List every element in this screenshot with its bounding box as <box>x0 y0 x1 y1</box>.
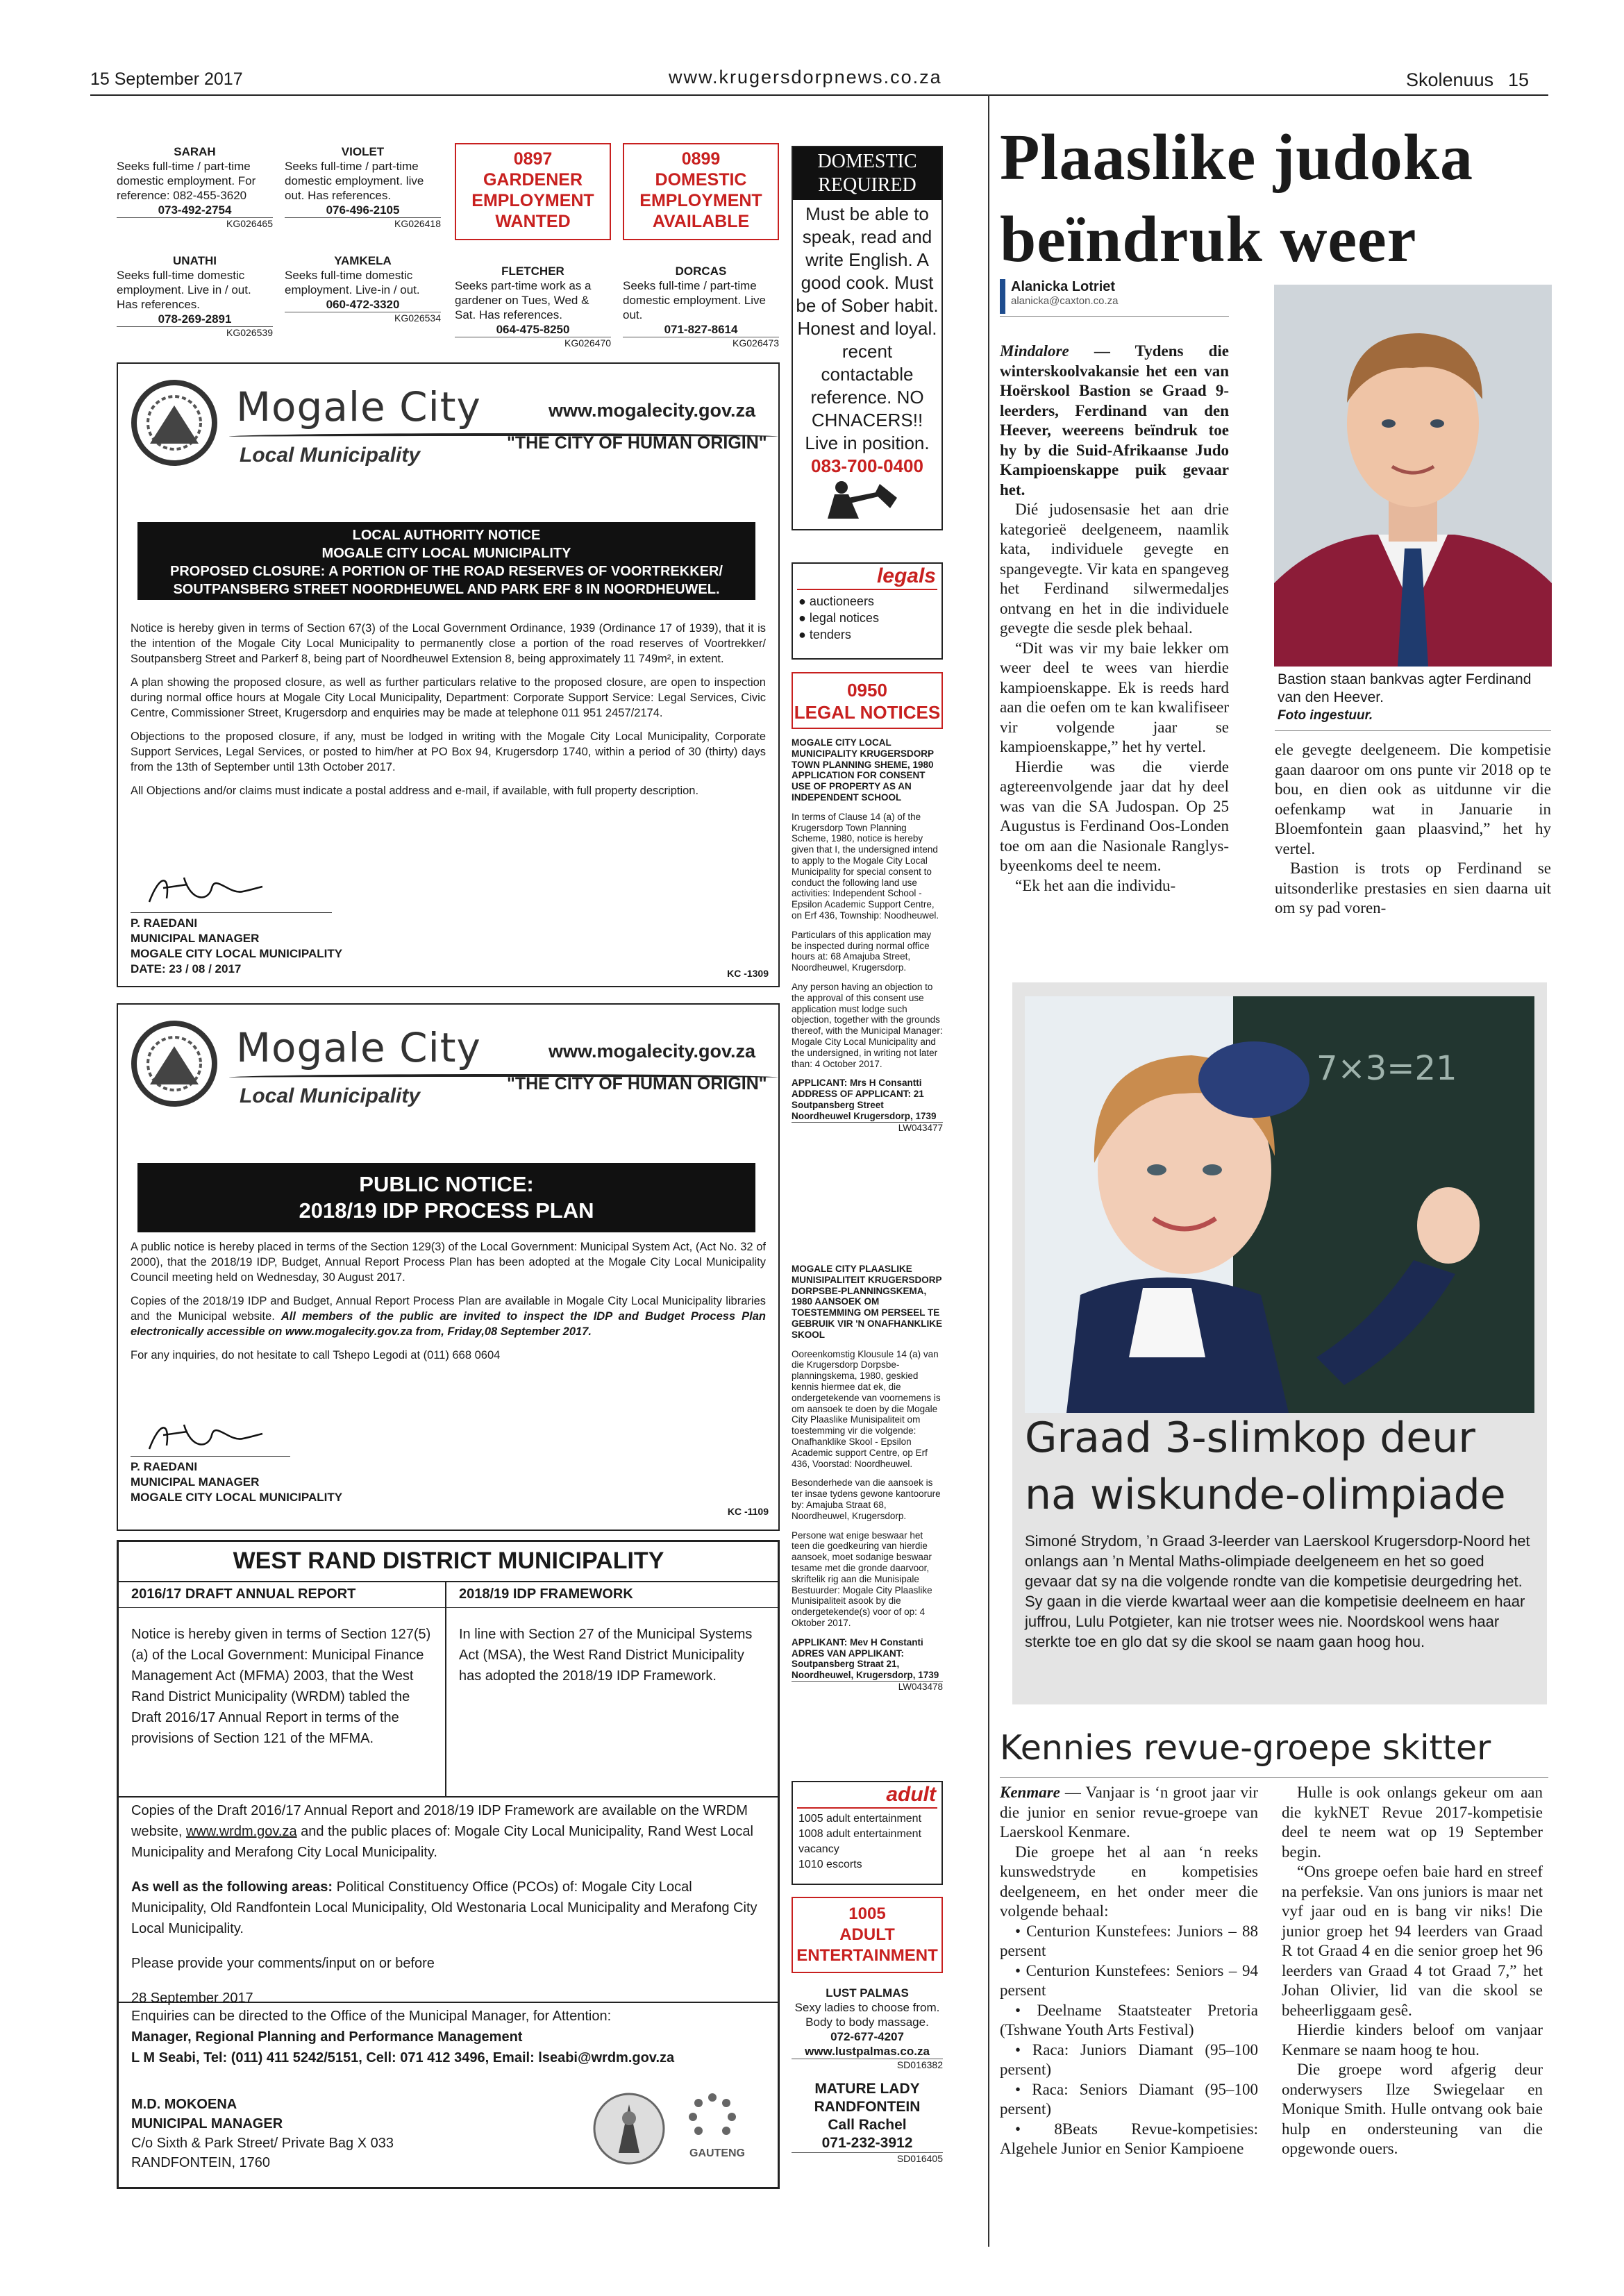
notice-title-line: PROPOSED CLOSURE: A PORTION OF THE ROAD RESERVES OF VOORTREKKER/ <box>169 564 723 579</box>
issue-date: 15 September 2017 <box>90 69 243 89</box>
signatory-city: RANDFONTEIN, 1760 <box>131 2155 271 2170</box>
wrdm-contact-details: L M Seabi, Tel: (011) 411 5242/5151, Cell: 071 412 3496, Email: lseabi@wrdm.gov.za <box>131 2050 675 2065</box>
article1-headline <box>1000 117 1541 280</box>
gauteng-logo-icon <box>678 2090 747 2146</box>
legal-applicant: APPLICANT: Mrs H Consantti ADDRESS OF APPLICANT: 21 Soutpansberg Street Noordheuwel Krugersdorp, 1739 <box>792 1078 937 1121</box>
photo-caption <box>1278 671 1548 725</box>
wrdm-body <box>131 1800 767 2009</box>
ad-ref: KG026534 <box>285 312 441 324</box>
signature <box>146 867 264 909</box>
article-bullet: • Centurion Kunstefees: Seniors – 94 persent <box>1000 1961 1258 1999</box>
category-title: legals <box>876 564 936 587</box>
category-domestic-employment <box>623 143 779 240</box>
category-items <box>793 1809 941 1875</box>
wrdm-text: Copies of the Draft 2016/17 Annual Report and 2018/19 IDP Framework are available on the WRDM website, <box>131 1803 748 1839</box>
signatory-title: MUNICIPAL MANAGER <box>131 2116 283 2131</box>
notice-paragraph <box>131 1293 766 1339</box>
legal-paragraph: Particulars of this application may be inspected during normal office hours at: 68 Amajuba Street, Noordheuwel, Krugersdorp. <box>792 929 932 973</box>
article-paragraph: Hierdie was die vierde agtereenvolgende jaar dat hy deel was van die SA Judospan. Op 25 Augustus is Ferdinand Oos-Londen toe om aan die Nasionale Ranglys-byeenkoms deel te neem. <box>1000 757 1229 874</box>
notice-title-line: SOUTPANSBERG STREET NOORDHEUWEL AND PARK ERF 8 IN NOORDHEUWEL. <box>173 582 720 597</box>
ad-name: LUST PALMAS <box>826 1986 909 2000</box>
wrdm-col2-heading: 2018/19 IDP FRAMEWORK <box>459 1586 633 1602</box>
section-name: Skolenuus <box>1406 69 1494 90</box>
notice-paragraph: A public notice is hereby placed in terms of the Section 129(3) of the Local Government: Municipal System Act, (Act No. 32 of 2000), that the 2018/19 IDP, Budget, Annual Report Process Plan has been adopted at the Mogale City Local Municipality Council meeting held on Wednesday, 30 August 2017. <box>131 1241 766 1284</box>
legal-notice-english <box>792 737 943 1133</box>
category-line: EMPLOYMENT <box>471 191 594 210</box>
article3-col1 <box>1000 1783 1258 2159</box>
article1-col2 <box>1275 740 1551 919</box>
legal-paragraph: Any person having an objection to the approval of this consent use application must lodge such objection, together with the grounds thereof, with the Municipal Manager: Mogale City Local Municipality and the undersigned, in writing not later than: 4 October 2017. <box>792 981 943 1069</box>
article-paragraph: “Ek het aan die individu- <box>1015 876 1176 894</box>
category-item[interactable]: 1010 escorts <box>798 1859 862 1870</box>
classified-domestic-required <box>792 146 943 530</box>
legal-title: MOGALE CITY LOCAL MUNICIPALITY KRUGERSDORP TOWN PLANNING SHEME, 1980 APPLICATION FOR CONSENT USE OF PROPERTY AS AN INDEPENDENT SCHOOL <box>792 737 934 803</box>
byline-email[interactable]: alanicka@caxton.co.za <box>1011 295 1119 307</box>
article2-panel <box>1012 982 1547 1704</box>
ad-name: YAMKELA <box>334 254 392 267</box>
wrdm-text: Political Constituency Office (PCOs) of: Mogale City Local Municipality, Old Randfontein Local Municipality, Old Westonaria Local Municipality and Merafong City Local Municipality. <box>131 1879 757 1936</box>
wrdm-contact-title: Manager, Regional Planning and Performance Management <box>131 2029 523 2045</box>
ad-phone: 064-475-8250 <box>496 323 570 336</box>
lead-place: Mindalore <box>1000 342 1069 360</box>
ad-name: DORCAS <box>675 265 727 278</box>
category-line: EMPLOYMENT <box>639 191 762 210</box>
category-legal-notices <box>792 672 943 729</box>
notice-paragraph: All Objections and/or claims must indicate a postal address and e-mail, if available, with full property description. <box>131 785 699 797</box>
wrdm-col1-text: Notice is hereby given in terms of Section 127(5)(a) of the Local Government: Municipal Finance Management Act (MFMA) 2003, that the West Rand District Municipality (WRDM) tabled the Draft 2016/17 Annual Report in terms of the provisions of Section 121 of the MFMA. <box>131 1627 431 1746</box>
wrdm-enquiries <box>131 2006 777 2068</box>
signature <box>146 1414 264 1456</box>
caption-text: Bastion staan bankvas agter Ferdinand van den Heever. <box>1278 671 1532 705</box>
notice-signatory <box>131 916 342 977</box>
classified-lust-palmas <box>792 1986 943 2071</box>
wrdm-paragraph: Please provide your comments/input on or before <box>131 1956 435 1971</box>
headline-line: beïndruk weer <box>1000 203 1417 276</box>
ad-name: VIOLET <box>341 145 385 158</box>
legal-paragraph: In terms of Clause 14 (a) of the Krugersdorp Town Planning Scheme, 1980, notice is hereby given that I, the undersigned intend to apply to the Mogale City Local Municipality for special consent to conduct the following land use activities: Independent School - Epsilon Academic Support Centre, on Erf 436, Township: Noodheuwel. <box>792 811 939 921</box>
municipality-motto: "THE CITY OF HUMAN ORIGIN" <box>507 1074 767 1093</box>
byline-bar <box>1000 279 1005 314</box>
ad-ref: KG026418 <box>285 217 441 230</box>
gauteng-label: GAUTENG <box>689 2147 745 2159</box>
item-label: auctioneers <box>809 594 874 608</box>
ad-text: Seeks full-time / part-time domestic employment. Live out. <box>623 279 766 321</box>
classified-yamkela <box>285 253 441 324</box>
signatory-name: P. RAEDANI <box>131 1460 198 1473</box>
category-code: 0899 <box>681 149 721 169</box>
ad-phone: 071-232-3912 <box>821 2135 913 2151</box>
legal-ref: LW043478 <box>792 1681 943 1693</box>
category-code: 0950 <box>847 680 887 701</box>
ad-ref: KG026539 <box>117 326 273 339</box>
lead-place: Kenmare <box>1000 1784 1060 1801</box>
ad-website[interactable]: www.lustpalmas.co.za <box>805 2045 930 2058</box>
article-paragraph: Hulle is ook onlangs gekeur om aan die kykNET Revue 2017-kompetisie deel te neem wat op 19 September begin. <box>1282 1784 1543 1861</box>
article1-col1 <box>1000 342 1229 896</box>
category-title: adult <box>886 1783 936 1806</box>
notice-title-line: LOCAL AUTHORITY NOTICE <box>352 528 541 543</box>
municipality-website[interactable]: www.mogalecity.gov.za <box>549 400 756 421</box>
legal-notice-afrikaans <box>792 1264 943 1693</box>
notice-paragraph: A plan showing the proposed closure, as well as further particulars relative to the proposed closure, are open to inspection during normal office hours at Mogale City Local Municipality, Department: Corporate Support Service: Legal Services, Civic Centre, Commissioner Street, Krugersdorp and enquiries may be made at telephone 011 951 2457/2174. <box>131 676 766 719</box>
mogale-city-logo-icon <box>129 378 219 468</box>
lead-text: — Tydens die winterskoolvakansie het een van Hoërskool Bastion se Graad 9-leerders, Ferdinand van den Heever, weereens beïndruk toe hy by die Suid-Afrikaanse Judo Kampioenskappe puik gevaar het. <box>1000 342 1229 498</box>
wrdm-title: WEST RAND DISTRICT MUNICIPALITY <box>233 1548 664 1574</box>
ad-line: Call Rachel <box>828 2117 907 2133</box>
wrdm-emphasis: As well as the following areas: <box>131 1879 333 1895</box>
article-bullet: • 8Beats Revue-kompetisies: Algehele Junior en Senior Kampioene <box>1000 2120 1258 2157</box>
article-paragraph: “Dit was vir my baie lekker om weer deel te wees van hierdie kampioenskappe. Ek is reeds hard aan die oefen om te kan kwalifiseer vir volgende jaar se kampioenskappe,” het hy vertel. <box>1000 639 1229 755</box>
category-code: 1005 <box>848 1904 886 1923</box>
signatory-title: MUNICIPAL MANAGER <box>131 932 260 945</box>
logo-banner <box>118 364 778 496</box>
ad-ref: SD016405 <box>792 2152 943 2165</box>
ad-line: MATURE LADY <box>814 2081 920 2097</box>
notice-wrdm <box>117 1540 780 2189</box>
ad-ref: KG026473 <box>623 337 779 349</box>
wrdm-text: Enquiries can be directed to the Office of the Municipal Manager, for Attention: <box>131 2009 612 2024</box>
article-paragraph: Dié judosensasie het aan drie kategorieë deelgeneem, naamlik kata, individuele gevegte en spangevegte. Vir kata en spangeveg het Ferdinand silwermedaljes ontvang en het in die individuele gevegte die sesde plek behaal. <box>1000 501 1229 637</box>
article3-headline: Kennies revue-groepe skitter <box>1000 1728 1491 1768</box>
student-portrait-icon <box>1274 285 1552 667</box>
classified-unathi <box>117 253 273 339</box>
ad-text: Seeks full-time domestic employment. Live-in / out. <box>285 269 420 296</box>
municipality-website[interactable]: www.mogalecity.gov.za <box>549 1041 756 1062</box>
article-paragraph: Die groepe word afgerig deur onderwysers Ilze Swiegelaar en Monique Smith. Hulle ontvang ook baie hulp en ondersteuning van die opgewonde ouers. <box>1282 2061 1543 2157</box>
logo-banner <box>118 1005 778 1137</box>
ferdinand-photo <box>1274 285 1552 667</box>
category-line: ENTERTAINMENT <box>796 1946 938 1965</box>
headline-line: na wiskunde-olimpiade <box>1025 1470 1506 1519</box>
site-url[interactable]: www.krugersdorpnews.co.za <box>669 67 942 87</box>
byline <box>1011 279 1219 307</box>
notice-paragraph: Objections to the proposed closure, if any, must be lodged in writing with the Mogale City Local Municipality, Corporate Support Services, Legal Services, or posted to him/her at PO Box 94, Krugersdorp 1740, within a period of 30 (thirty) days from the 13th of September until 13th October 2017. <box>131 730 766 773</box>
legal-applicant: APPLIKANT: Mev H Constanti ADRES VAN APPLIKANT: Soutpansberg Straat 21, Noordheuwel, Krugersdorp, 1739 <box>792 1636 939 1681</box>
legal-paragraph: Besonderhede van die aansoek is ter insae tydens gewone kantoorure by: Amajuba Straat 68, Noordheuwel, Krugersdorp. <box>792 1477 941 1521</box>
category-item[interactable]: ● auctioneers <box>798 594 874 608</box>
ad-text: Seeks full-time domestic employment. Live in / out. Has references. <box>117 269 251 311</box>
byline-author: Alanicka Lotriet <box>1011 279 1116 294</box>
category-gardener-employment <box>455 143 611 240</box>
category-line: DOMESTIC <box>655 170 747 190</box>
lead-text: — Vanjaar is ‘n groot jaar vir die junior en senior revue-groepe van Laerskool Kenmare. <box>1000 1784 1258 1841</box>
chalk-writing: 7×3=21 <box>1316 1049 1457 1088</box>
student-at-chalkboard-icon <box>1025 996 1534 1413</box>
category-line: WANTED <box>495 212 571 231</box>
page-number: 15 <box>1508 69 1530 90</box>
legal-paragraph: Persone wat enige beswaar het teen die goedkeuring van hierdie aansoek, moet sodanige beswaar tesame met die gronde daarvoor, skriftelik rig aan die Munisipale Bestuurder: Mogale City Plaaslike Munisipaliteit asook by die ondergetekende(s) voor of op: 4 Oktober 2017. <box>792 1530 932 1628</box>
ad-ref: KG026465 <box>117 217 273 230</box>
article2-headline <box>1025 1409 1539 1523</box>
notice-body <box>131 1239 766 1371</box>
headline-line: Graad 3-slimkop deur <box>1025 1414 1475 1462</box>
legal-title: MOGALE CITY PLAASLIKE MUNISIPALITEIT KRUGERSDORP DORPSBE-PLANNINGSKEMA, 1980 AANSOEK OM TOESTEMMING OM PERSEEL TE GEBRUIK VIR 'N ONAFHANKLIKE SKOOL <box>792 1264 942 1340</box>
item-label: legal notices <box>809 611 879 625</box>
legal-ref: LW043477 <box>792 1122 943 1134</box>
category-adult <box>792 1781 943 1885</box>
classified-mature-lady <box>792 2080 943 2165</box>
logo-subtitle: Local Municipality <box>240 1084 421 1107</box>
ad-text: Must be able to speak, read and write English. A good cook. Must be of Sober habit. Honest and loyal. recent contactable reference. NO CHNACERS!! Live in position. <box>796 203 939 453</box>
wrdm-paragraph <box>131 1877 767 1939</box>
simone-photo <box>1025 996 1534 1413</box>
category-legals <box>792 562 943 660</box>
ad-line: RANDFONTEIN <box>814 2099 921 2115</box>
category-item[interactable]: ● legal notices <box>798 611 879 625</box>
ad-ref: SD016382 <box>792 2059 943 2071</box>
category-item[interactable]: 1005 adult entertainment <box>798 1813 922 1825</box>
notice-ref: KC -1109 <box>727 1506 769 1517</box>
ad-phone: 076-496-2105 <box>326 203 400 217</box>
ad-title-line: REQUIRED <box>818 174 916 196</box>
ad-phone: 073-492-2754 <box>158 203 232 217</box>
column-divider <box>988 94 989 2247</box>
category-code: 0897 <box>513 149 553 169</box>
notice-paragraph: For any inquiries, do not hesitate to call Tshepo Legodi at (011) 668 0604 <box>131 1349 501 1361</box>
signatory-org: MOGALE CITY LOCAL MUNICIPALITY <box>131 1491 343 1504</box>
notice-title-line: 2018/19 IDP PROCESS PLAN <box>299 1198 594 1223</box>
notice-emphasis: All members of the public are invited to inspect the IDP and Budget Process Plan electronically accessible on www.mogalecity.gov.za from, Friday,08 September 2017. <box>131 1310 767 1338</box>
ad-text: Seeks part-time work as a gardener on Tues, Wed & Sat. Has references. <box>455 279 592 321</box>
article3-col2 <box>1282 1783 1543 2159</box>
category-line: GARDENER <box>483 170 583 190</box>
article-paragraph: Bastion is trots op Ferdinand se uitsonderlike prestasies en sien daarna uit om sy pad voren- <box>1275 860 1551 916</box>
ad-phone: 078-269-2891 <box>158 312 232 326</box>
logo-subtitle: Local Municipality <box>240 444 421 467</box>
signatory-name: M.D. MOKOENA <box>131 2097 237 2112</box>
ad-ref: KG026470 <box>455 337 611 349</box>
wrdm-deadline: 28 September 2017 <box>131 1991 253 2006</box>
ad-phone: 083-700-0400 <box>811 455 923 476</box>
article2-body: Simoné Strydom, ’n Graad 3-leerder van Laerskool Krugersdorp-Noord het onlangs aan ’n Mental Maths-olimpiade deelgeneem en het so goed gevaar dat sy na die volgende rondte van die kompetisie deurgedring het. Sy gaan in die vierde kwartaal weer aan die kompetisie deelneem en haar juffrou, Lulu Potgieter, kan nie trotser wees nie. Noordskool wens haar sterkte toe en glo dat sy die skool se naam gaan hoog hou. <box>1025 1532 1530 1650</box>
mogale-city-logo-icon <box>129 1019 219 1109</box>
category-item[interactable]: 1008 adult entertainment vacancy <box>798 1828 922 1855</box>
item-label: tenders <box>809 628 851 642</box>
article-bullet: • Raca: Seniors Diamant (95–100 persent) <box>1000 2080 1258 2118</box>
ad-text: Seeks full-time / part-time domestic employment. live out. Has references. <box>285 160 424 202</box>
notice-road-closure <box>117 362 780 987</box>
signatory-name: P. RAEDANI <box>131 916 198 930</box>
header-rule <box>90 94 1548 96</box>
article-lead <box>1000 342 1229 500</box>
ad-name: SARAH <box>174 145 216 158</box>
notice-title-box <box>137 522 755 600</box>
signatory-org: MOGALE CITY LOCAL MUNICIPALITY <box>131 947 343 960</box>
notice-signatory <box>131 1459 342 1505</box>
ad-title <box>793 147 941 200</box>
logo-wordmark: Mogale City <box>236 1024 481 1071</box>
wrdm-emblem-icon <box>591 2090 667 2167</box>
notice-paragraph: Notice is hereby given in terms of Section 67(3) of the Local Government Ordinance, 1939 (Ordinance 17 of 1939), that it is the intention of the Mogale City Local Municipality to permanently close a portion of the road reserves of Voortrekker/ Soutpansberg Street and Parkerf 8, being part of Noordheuwel Extension 8, being approximately 11 749m², in extent. <box>131 622 766 665</box>
category-item[interactable]: ● tenders <box>798 628 851 642</box>
headline-line: Plaaslike judoka <box>1000 121 1473 194</box>
logo-wordmark: Mogale City <box>236 383 481 430</box>
notice-title-box <box>137 1163 755 1232</box>
page-header <box>0 0 1624 97</box>
signatory-title: MUNICIPAL MANAGER <box>131 1475 260 1489</box>
ad-text: Sexy ladies to choose from. Body to body massage. <box>794 2001 940 2029</box>
notice-body <box>131 621 766 807</box>
ad-name: UNATHI <box>173 254 217 267</box>
article-bullet: • Raca: Juniors Diamant (95–100 persent) <box>1000 2041 1258 2078</box>
notice-title-line: MOGALE CITY LOCAL MUNICIPALITY <box>321 546 571 561</box>
article-lead <box>1000 1783 1258 1843</box>
ad-phone: 071-827-8614 <box>664 323 738 336</box>
ad-text: Seeks full-time / part-time domestic employment. For reference: 082-455-3620 <box>117 160 256 202</box>
wrdm-signatory <box>131 2095 394 2172</box>
signatory-address: C/o Sixth & Park Street/ Private Bag X 033 <box>131 2136 394 2151</box>
classified-fletcher <box>455 264 611 349</box>
article-paragraph: “Ons groepe oefen baie hard en streef na perfeksie. Van ons juniors is maar net vyf jaar oud en is bang vir niks! Die junior groep het 94 leerders van Graad R tot Graad 4 en die senior groep het 96 leerders van Graad 4 tot Graad 7,” het Johan Olivier, lid van die skool se beheerliggaam gesê. <box>1282 1863 1543 2019</box>
ad-phone: 060-472-3320 <box>326 298 400 311</box>
wrdm-text: and the public places of: Mogale City Local Municipality, Rand West Local Municipality and Merafong City Local Municipality. <box>131 1824 753 1860</box>
notice-ref: KC -1309 <box>727 968 769 979</box>
article-paragraph: Hierdie kinders beloof om vanjaar Kenmare se naam hoog te hou. <box>1282 2021 1543 2059</box>
wrdm-col1-heading: 2016/17 DRAFT ANNUAL REPORT <box>131 1586 356 1602</box>
category-items <box>793 590 941 646</box>
ad-phone: 072-677-4207 <box>830 2030 904 2043</box>
notice-idp-process-plan <box>117 1003 780 1531</box>
legal-paragraph: Ooreenkomstig Klousule 14 (a) van die Krugersdorp Dorpsbe-planningskema, 1980, geskied kennis hiermee dat ek, die ondergetekende van voornemens is om aansoek te doen by die Mogale City Plaaslike Munisipaliteit om toestemming vir die volgende: Onafhanklike Skool - Epsilon Academic support Centre, op Erf 436, Voorstad: Noordheuwel. <box>792 1348 941 1469</box>
classified-dorcas <box>623 264 779 349</box>
category-label: LEGAL NOTICES <box>794 702 941 723</box>
caption-credit: Foto ingestuur. <box>1278 708 1373 723</box>
classified-violet <box>285 144 441 230</box>
municipality-motto: "THE CITY OF HUMAN ORIGIN" <box>507 433 767 453</box>
notice-title-line: PUBLIC NOTICE: <box>359 1172 534 1196</box>
signatory-date: DATE: 23 / 08 / 2017 <box>131 962 242 975</box>
notice-text: Copies of the 2018/19 IDP and Budget, Annual Report Process Plan are available in Mogale City Local Municipality libraries and the Municipal website. <box>131 1295 766 1323</box>
category-line: ADULT <box>839 1925 895 1944</box>
category-adult-entertainment <box>792 1897 943 1973</box>
ad-title-line: DOMESTIC <box>817 151 917 172</box>
category-line: AVAILABLE <box>652 212 750 231</box>
article-paragraph: Die groepe het al aan ‘n reeks kunswedstryde en kompetisies deelgeneem, en het onder meer die volgende behaal: <box>1000 1843 1258 1920</box>
wrdm-paragraph <box>131 1800 767 1863</box>
maid-illustration-icon <box>793 477 941 526</box>
wrdm-website-link[interactable]: www.wrdm.gov.za <box>185 1824 297 1839</box>
article-bullet: • Deelname Staatsteater Pretoria (Tshwane Youth Arts Festival) <box>1000 2001 1258 2038</box>
ad-name: FLETCHER <box>501 265 564 278</box>
article-paragraph: ele gevegte deelgeneem. Die kompetisie gaan daaroor om ons punte vir 2018 op te bou, en dien ook as uitdunne vir die oefenkamp wat in Januarie in Bloemfontein gaan plaasvind,” het hy vertel. <box>1275 741 1551 857</box>
classified-sarah <box>117 144 273 230</box>
article-bullet: • Centurion Kunstefees: Juniors – 88 persent <box>1000 1922 1258 1959</box>
wrdm-col2-text: In line with Section 27 of the Municipal Systems Act (MSA), the West Rand District Municipality has adopted the 2018/19 IDP Framework. <box>459 1627 753 1684</box>
